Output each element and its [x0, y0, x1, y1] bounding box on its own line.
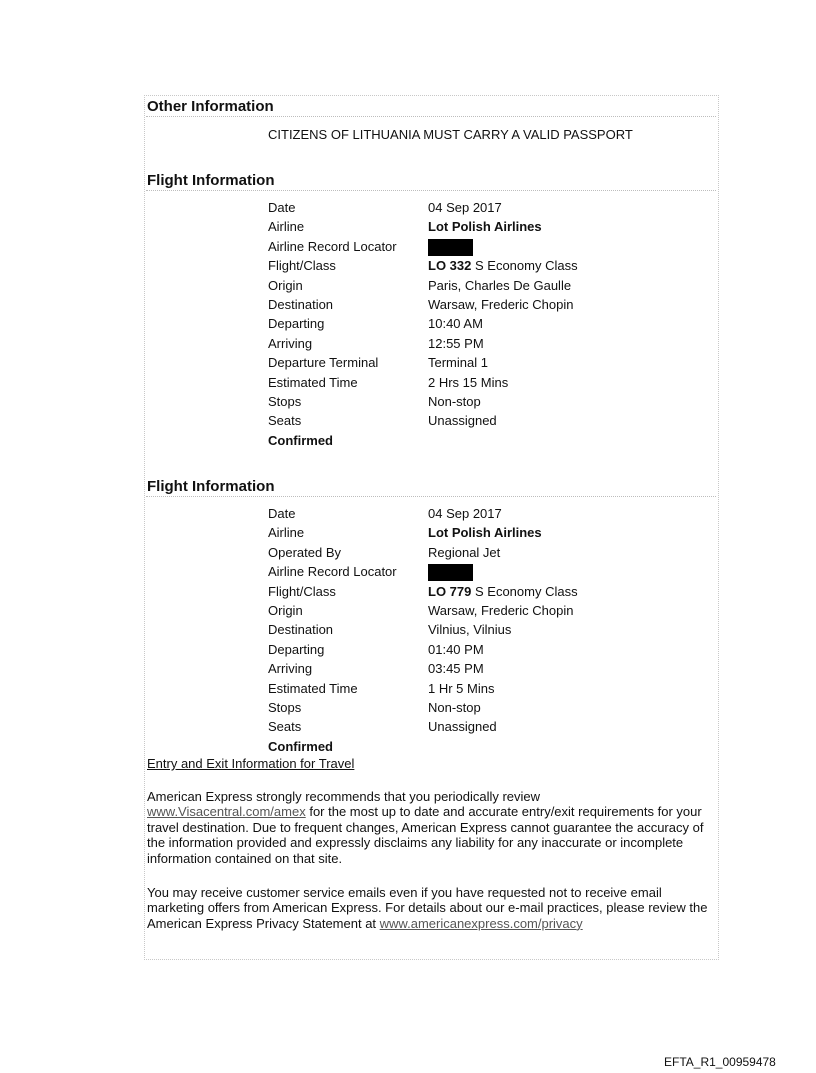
flight-information-heading-1: Flight Information: [147, 172, 275, 189]
estimated-time-value: 2 Hrs 15 Mins: [428, 374, 509, 390]
visa-advisory-paragraph: [147, 789, 717, 866]
operated-by-label: Operated By: [268, 544, 341, 560]
flight-1-origin-row: [268, 276, 708, 295]
flight-2-record-locator-row: [268, 562, 708, 581]
estimated-time-value: 1 Hr 5 Mins: [428, 680, 495, 696]
date-label: Date: [268, 506, 296, 521]
departing-value: 10:40 AM: [428, 316, 483, 332]
flight-2-status-row: [268, 737, 708, 756]
destination-value: Warsaw, Frederic Chopin: [428, 296, 574, 312]
flight-2-departing-row: [268, 640, 708, 659]
flight-class-value: [428, 256, 578, 275]
airline-label: Airline: [268, 525, 305, 541]
visa-advisory-text-1: American Express strongly recommends that you periodically review: [147, 789, 541, 804]
origin-value: Warsaw, Frederic Chopin: [428, 602, 574, 618]
flight-1-estimated-time-row: [268, 373, 708, 392]
record-locator-redacted: [428, 562, 473, 581]
flight-1-stops-row: [268, 392, 708, 411]
estimated-time-label: Estimated Time: [268, 680, 358, 696]
departing-label: Departing: [268, 316, 325, 332]
date-value: 04 Sep 2017: [428, 506, 502, 521]
flight-code: LO 332: [428, 258, 472, 274]
arriving-label: Arriving: [268, 335, 313, 351]
operated-by-value: Regional Jet: [428, 544, 501, 560]
airline-value: Lot Polish Airlines: [428, 219, 542, 235]
privacy-link[interactable]: www.americanexpress.com/privacy: [379, 915, 583, 931]
flight-2-airline-row: [268, 523, 708, 542]
flight-2-seats-row: [268, 717, 708, 736]
stops-label: Stops: [268, 393, 302, 409]
email-notice-paragraph: [147, 885, 717, 931]
arriving-value: 12:55 PM: [428, 335, 484, 351]
record-locator-redacted: [428, 237, 473, 256]
flight-1-seats-row: [268, 411, 708, 430]
passport-note: CITIZENS OF LITHUANIA MUST CARRY A VALID PASSPORT: [268, 127, 633, 142]
status-confirmed: Confirmed: [268, 432, 333, 448]
visa-advisory-text-2: for the most up to date and accurate entry/exit requirements for your travel destination. Due to frequent changes, American Express cannot guarantee the accuracy of the information provided and expressly disclaims any liability for any inaccurate or incomplete information contained on that site.: [147, 804, 704, 866]
flight-class: S Economy Class: [474, 258, 578, 274]
date-value: 04 Sep 2017: [428, 200, 502, 215]
email-notice-text: You may receive customer service emails even if you have requested not to receive email marketing offers from American Express. For details about our e-mail practices, please review the American Express Privacy Statement at: [147, 885, 708, 931]
flight-2-destination-row: [268, 620, 708, 639]
redaction-box: [428, 564, 473, 581]
flight-code: LO 779: [428, 583, 472, 599]
stops-value: Non-stop: [428, 699, 481, 715]
arriving-value: 03:45 PM: [428, 661, 484, 677]
flight-class-label: Flight/Class: [268, 583, 336, 599]
flight-2-date-row: [268, 504, 708, 523]
airline-label: Airline: [268, 219, 305, 235]
date-label: Date: [268, 200, 296, 215]
airline-value: Lot Polish Airlines: [428, 525, 542, 541]
flight-2-arriving-row: [268, 659, 708, 678]
flight-2-details: [268, 504, 708, 756]
flight-2-operated-by-row: [268, 543, 708, 562]
stops-label: Stops: [268, 699, 302, 715]
seats-label: Seats: [268, 413, 302, 429]
stops-value: Non-stop: [428, 393, 481, 409]
departure-terminal-value: Terminal 1: [428, 355, 488, 371]
seats-value: Unassigned: [428, 719, 497, 735]
destination-label: Destination: [268, 622, 334, 638]
record-locator-label: Airline Record Locator: [268, 238, 397, 254]
flight-1-status-row: [268, 431, 708, 450]
departing-label: Departing: [268, 641, 325, 657]
flight-1-arriving-row: [268, 334, 708, 353]
origin-label: Origin: [268, 602, 303, 618]
flight-1-details: [268, 198, 708, 450]
flight-1-terminal-row: [268, 353, 708, 372]
estimated-time-label: Estimated Time: [268, 374, 358, 390]
flight-1-airline-row: [268, 217, 708, 236]
flight-class-value: [428, 582, 578, 601]
origin-value: Paris, Charles De Gaulle: [428, 277, 572, 293]
flight-information-heading-2: Flight Information: [147, 478, 275, 495]
flight-1-destination-row: [268, 295, 708, 314]
departing-value: 01:40 PM: [428, 641, 484, 657]
flight-2-origin-row: [268, 601, 708, 620]
destination-value: Vilnius, Vilnius: [428, 622, 512, 638]
arriving-label: Arriving: [268, 661, 313, 677]
seats-label: Seats: [268, 719, 302, 735]
flight-1-departing-row: [268, 314, 708, 333]
section-divider: [146, 496, 716, 497]
visacentral-link[interactable]: www.Visacentral.com/amex: [147, 804, 306, 820]
section-divider: [146, 116, 716, 117]
record-locator-label: Airline Record Locator: [268, 564, 397, 580]
departure-terminal-label: Departure Terminal: [268, 355, 379, 371]
section-divider: [146, 190, 716, 191]
seats-value: Unassigned: [428, 413, 497, 429]
flight-2-estimated-time-row: [268, 679, 708, 698]
flight-class: S Economy Class: [474, 583, 578, 599]
redaction-box: [428, 239, 473, 256]
origin-label: Origin: [268, 277, 303, 293]
flight-1-date-row: [268, 198, 708, 217]
flight-class-label: Flight/Class: [268, 258, 336, 274]
flight-2-stops-row: [268, 698, 708, 717]
document-id: EFTA_R1_00959478: [664, 1055, 776, 1069]
destination-label: Destination: [268, 296, 334, 312]
flight-1-record-locator-row: [268, 237, 708, 256]
flight-2-flight-class-row: [268, 582, 708, 601]
entry-exit-info-link[interactable]: Entry and Exit Information for Travel: [147, 756, 355, 771]
other-information-heading: Other Information: [147, 98, 274, 115]
flight-1-flight-class-row: [268, 256, 708, 275]
status-confirmed: Confirmed: [268, 738, 333, 754]
